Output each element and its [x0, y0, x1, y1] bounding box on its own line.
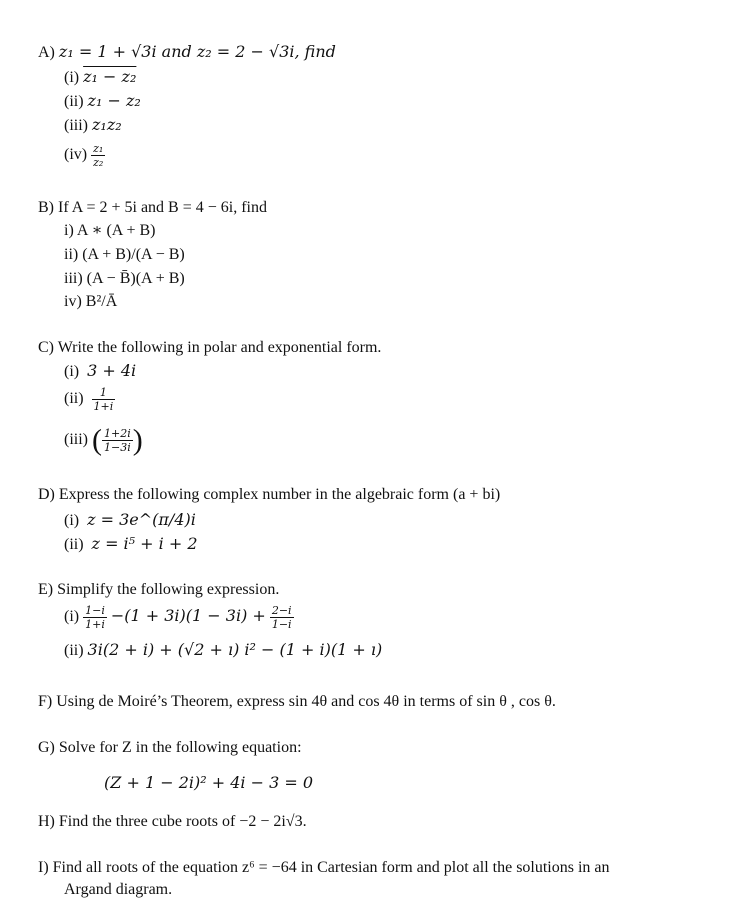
item-number: (ii): [64, 536, 84, 553]
item-number: iii): [64, 270, 83, 287]
question-intro: z₁ = 1 + √3i and z₂ = 2 − √3i, find: [58, 42, 336, 61]
sub-item: [64, 640, 382, 661]
item-expression: 3 + 4i: [87, 361, 137, 380]
fraction: [92, 386, 116, 413]
fraction: [83, 604, 107, 631]
item-number: (iii): [64, 431, 88, 448]
question-text: Using de Moiré’s Theorem, express sin 4θ and cos 4θ in terms of sin θ , cos θ.: [56, 693, 556, 710]
question-g: [38, 738, 302, 758]
fraction-denominator: 1+i: [93, 399, 114, 413]
question-b: [38, 198, 267, 218]
question-intro: If A = 2 + 5i and B = 4 − 6i, find: [58, 199, 267, 216]
fraction-numerator: z₁: [93, 141, 104, 155]
question-c: [38, 338, 381, 358]
sub-item: [64, 115, 122, 136]
item-number: (iii): [64, 117, 88, 134]
question-f: [38, 692, 556, 712]
question-i: [38, 858, 610, 878]
fraction-denominator: 1+i: [85, 617, 105, 631]
fraction-denominator: z₂: [93, 155, 104, 169]
sub-item: [64, 382, 115, 416]
fraction-denominator: 1−3i: [104, 440, 131, 454]
item-number: ii): [64, 246, 79, 263]
fraction-numerator: 2−i: [271, 603, 292, 617]
item-expression: z₁ − z₂: [83, 67, 137, 86]
question-label: C): [38, 339, 54, 356]
item-number: (i): [64, 512, 80, 529]
question-label: I): [38, 859, 49, 876]
sub-item: [64, 292, 117, 312]
question-intro: Write the following in polar and exponential form.: [57, 339, 382, 356]
item-number: (i): [64, 69, 80, 86]
item-number: (i): [64, 363, 80, 380]
sub-item: [64, 510, 196, 531]
fraction-numerator: 1+2i: [104, 426, 131, 440]
sub-item: [64, 221, 155, 241]
question-text: Solve for Z in the following equation:: [58, 739, 302, 756]
sub-item: [64, 91, 141, 112]
item-expression: A ∗ (A + B): [76, 222, 156, 239]
question-e: [38, 580, 279, 600]
item-number: (i): [64, 608, 80, 625]
question-intro: Simplify the following expression.: [57, 581, 280, 598]
item-expression: 3i(2 + i) + (√2 + ı) i² − (1 + i)(1 + ı): [87, 640, 383, 659]
sub-item: [64, 422, 143, 458]
question-label: A): [38, 44, 55, 61]
question-label: G): [38, 739, 55, 756]
item-expression: (A − B̄)(A + B): [86, 270, 185, 287]
left-paren: (: [92, 423, 102, 457]
item-expression: −(1 + 3i)(1 − 3i) +: [110, 606, 266, 625]
sub-item: [64, 245, 185, 265]
equation: (Z + 1 − 2i)² + 4i − 3 = 0: [104, 773, 314, 792]
question-d: [38, 485, 500, 505]
item-number: (ii): [64, 93, 84, 110]
item-number: iv): [64, 293, 82, 310]
fraction-numerator: 1: [92, 386, 116, 400]
sub-item: [64, 600, 294, 633]
item-expression: B²/Ā: [85, 293, 118, 310]
sub-item: [64, 140, 105, 170]
fraction-numerator: 1−i: [85, 603, 105, 617]
question-label: E): [38, 581, 54, 598]
fraction-denominator: 1−i: [271, 617, 292, 631]
question-text: Find all roots of the equation z⁶ = −64 in Cartesian form and plot all the solutions in an: [52, 859, 610, 876]
question-intro: Express the following complex number in the algebraic form (a + bi): [58, 486, 501, 503]
sub-item: [64, 534, 198, 555]
question-a: [38, 42, 336, 63]
question-text-continued: Argand diagram.: [64, 881, 173, 898]
question-text: Find the three cube roots of −2 − 2i√3.: [58, 813, 307, 830]
fraction: [102, 427, 133, 454]
item-expression: z = i⁵ + i + 2: [91, 534, 198, 553]
sub-item: [64, 67, 136, 88]
question-label: F): [38, 693, 53, 710]
fraction: [91, 142, 105, 169]
fraction: [270, 604, 294, 631]
question-label: D): [38, 486, 55, 503]
item-expression: z₁ − z₂: [87, 91, 141, 110]
sub-item: [64, 269, 185, 289]
item-expression: z₁z₂: [92, 115, 122, 134]
question-label: B): [38, 199, 54, 216]
right-paren: ): [132, 423, 143, 457]
item-expression: z = 3e^(π/4)i: [87, 510, 196, 529]
item-expression: (A + B)/(A − B): [82, 246, 185, 263]
item-number: (iv): [64, 146, 88, 163]
sub-item: [64, 361, 136, 382]
question-label: H): [38, 813, 55, 830]
question-h: [38, 812, 307, 832]
item-number: (ii): [64, 390, 84, 407]
item-number: (ii): [64, 642, 84, 659]
item-number: i): [64, 222, 74, 239]
